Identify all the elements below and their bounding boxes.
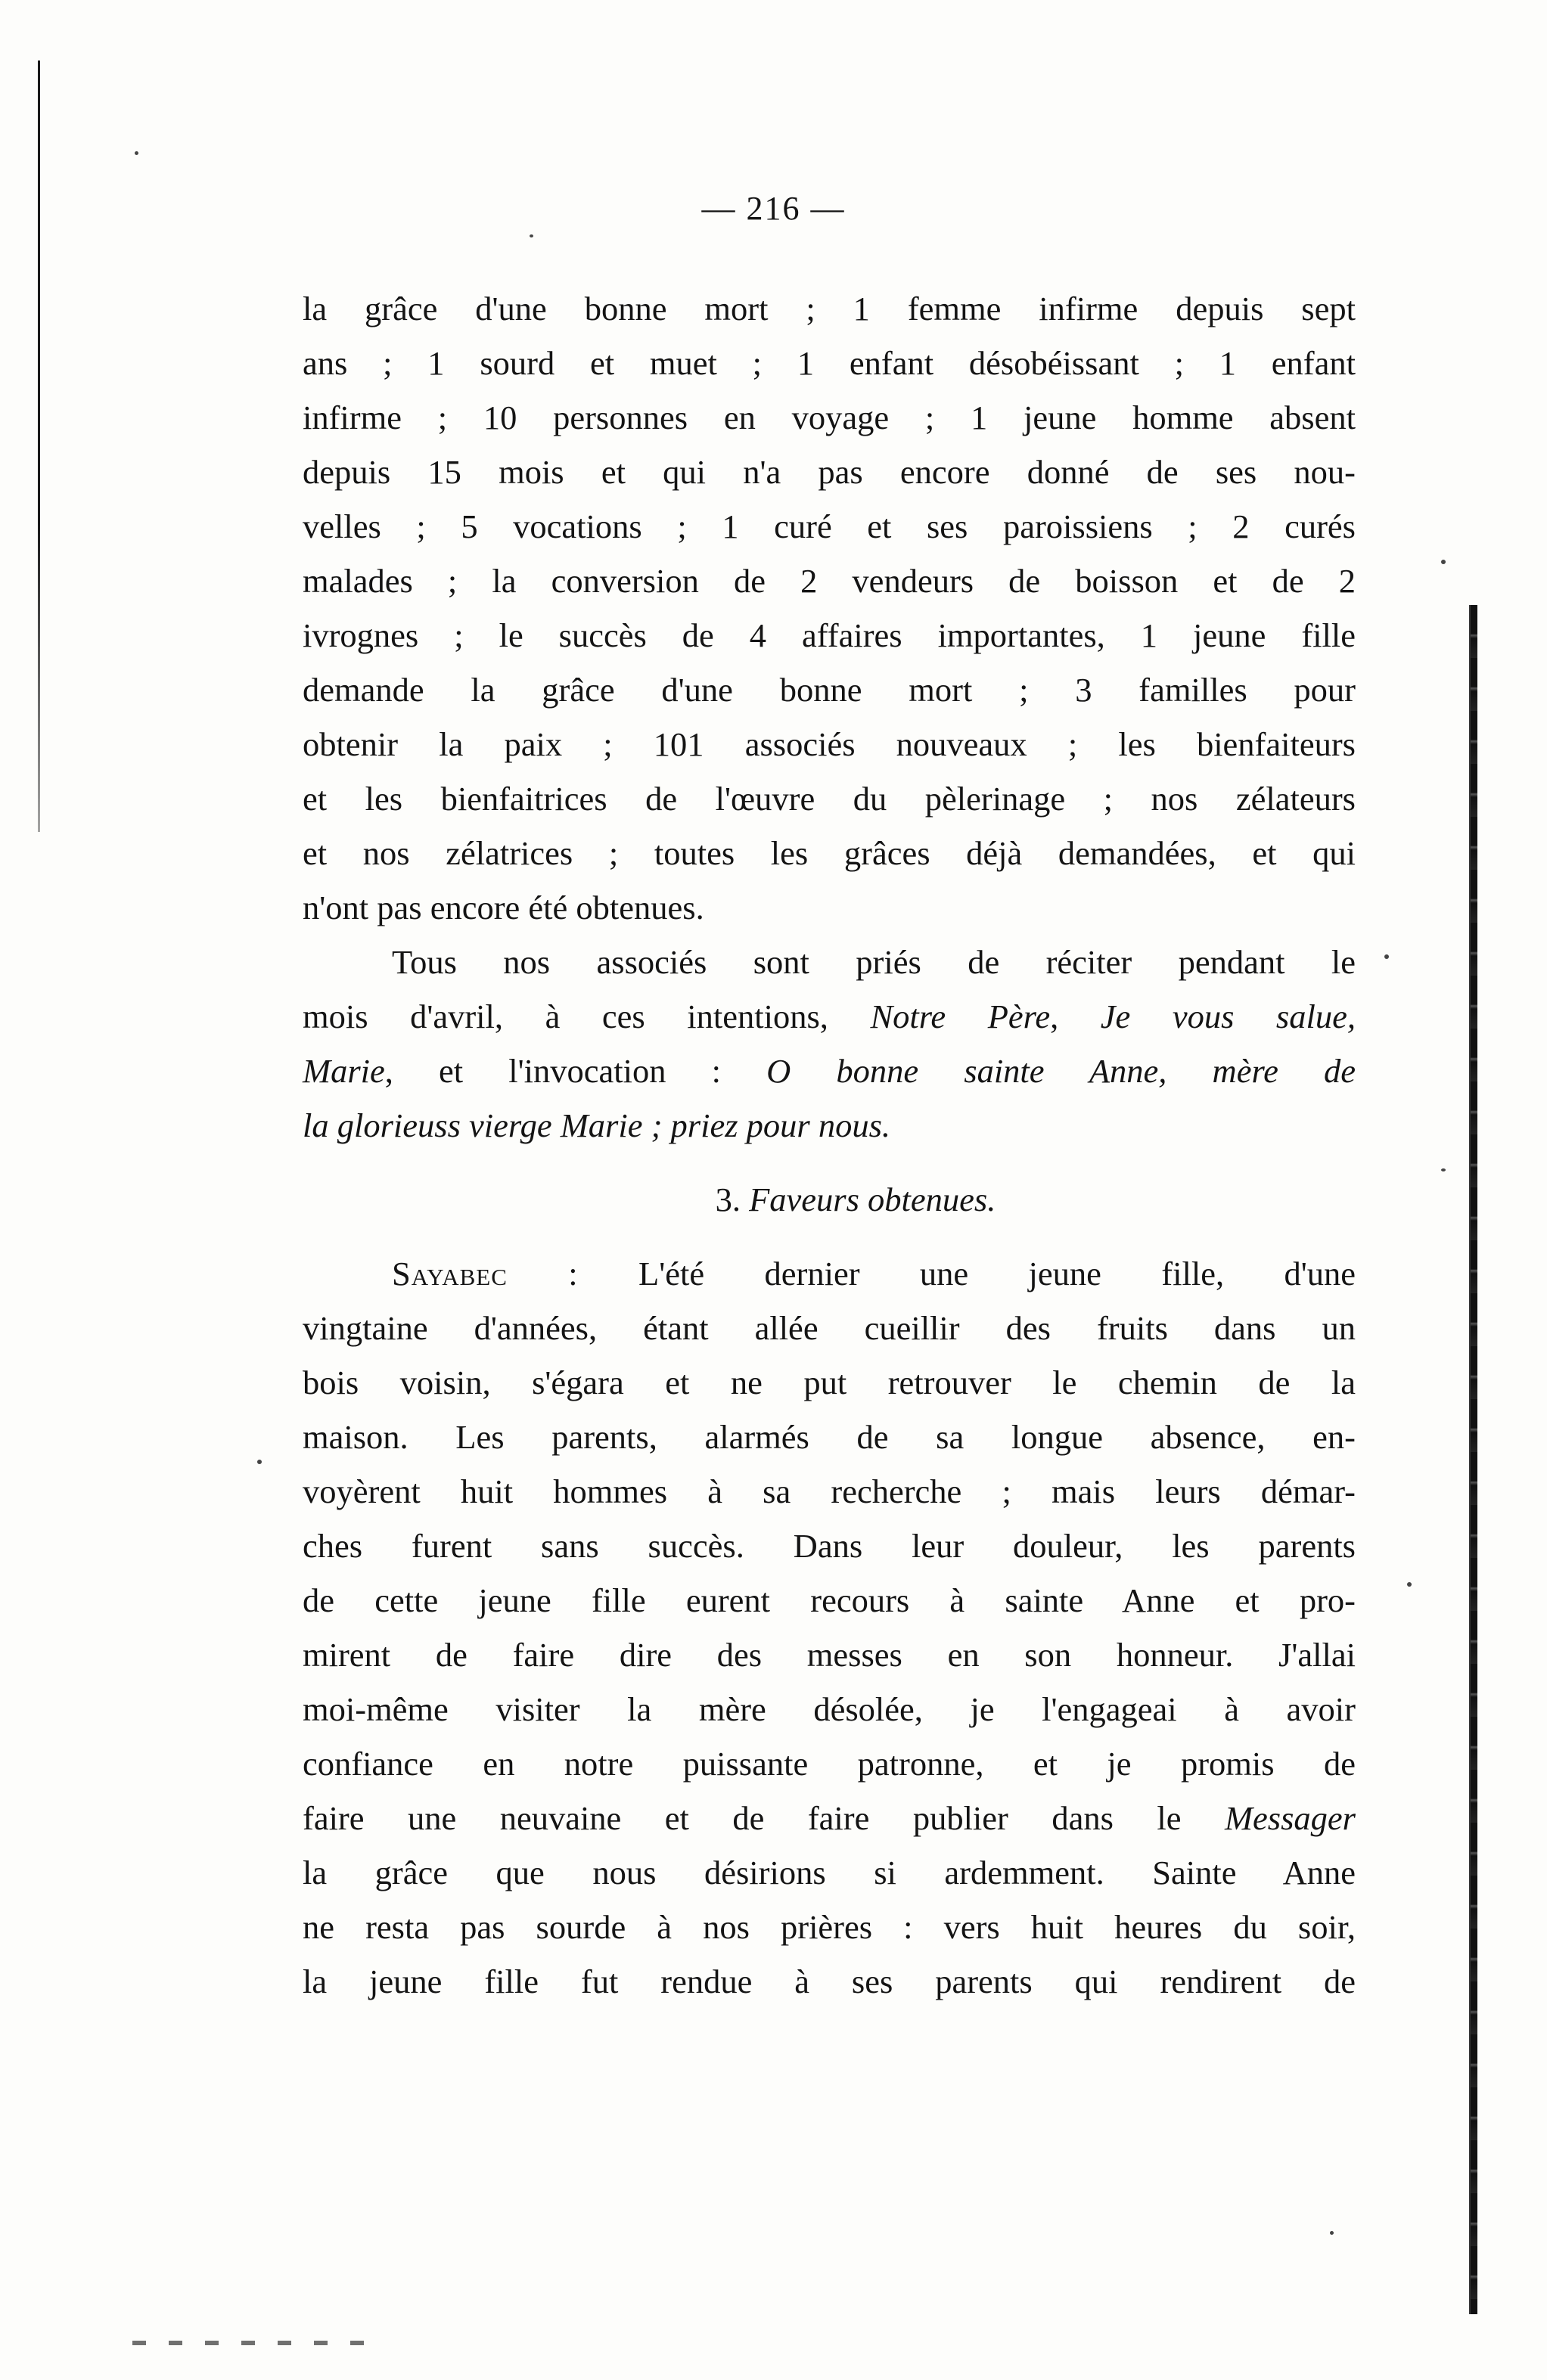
scan-edge-left: [38, 61, 40, 832]
section-number: 3.: [715, 1181, 750, 1218]
text-line: Tous nos associés sont priés de réciter pendant le: [392, 943, 1356, 981]
text-line: ches furent sans succès. Dans leur douleur, les parents: [303, 1527, 1356, 1565]
scan-speck: [530, 234, 533, 237]
text-line: Marie, et l'invocation : O bonne sainte Anne, mère de: [303, 1052, 1356, 1090]
scan-speck: [257, 1460, 262, 1464]
text-line: Sayabec : L'été dernier une jeune fille, d'une: [392, 1255, 1356, 1292]
text-line: [303, 1098, 1356, 1153]
text-line: malades ; la conversion de 2 vendeurs de boisson et de 2: [303, 562, 1356, 600]
text-line: et les bienfaitrices de l'œuvre du pèlerinage ; nos zélateurs: [303, 780, 1356, 818]
text-line: faire une neuvaine et de faire publier dans le Messager: [303, 1799, 1356, 1837]
prayer-title: Notre Père: [870, 998, 1051, 1035]
scan-speck: [1407, 1582, 1412, 1587]
text-line: voyèrent huit hommes à sa recherche ; mais leurs démar-: [303, 1472, 1356, 1510]
scan-speck: [1441, 1168, 1446, 1171]
page-number: — 216 —: [701, 190, 846, 227]
text-line: n'ont pas encore été obtenues.: [303, 889, 704, 926]
text-line: bois voisin, s'égara et ne put retrouver le chemin de la: [303, 1364, 1356, 1401]
text-line: infirme ; 10 personnes en voyage ; 1 jeune homme absent: [303, 399, 1356, 436]
scan-speck: [135, 151, 138, 155]
text-line: confiance en notre puissante patronne, et je promis de: [303, 1745, 1356, 1783]
scan-speck: [1330, 2231, 1334, 2235]
text-line: la grâce que nous désirions si ardemment. Sainte Anne: [303, 1854, 1356, 1891]
text-line: ans ; 1 sourd et muet ; 1 enfant désobéissant ; 1 enfant: [303, 344, 1356, 382]
prayer-title: Je vous salue,: [1100, 998, 1356, 1035]
text-line: vingtaine d'années, étant allée cueillir des fruits dans un: [303, 1309, 1356, 1347]
text-line: velles ; 5 vocations ; 1 curé et ses paroissiens ; 2 curés: [303, 507, 1356, 545]
text-line: et nos zélatrices ; toutes les grâces déjà demandées, et qui: [303, 834, 1356, 872]
text-line: maison. Les parents, alarmés de sa longue absence, en-: [303, 1418, 1356, 1456]
text-line: moi-même visiter la mère désolée, je l'engageai à avoir: [303, 1690, 1356, 1728]
text-line: mois d'avril, à ces intentions, Notre Père, Je vous salue,: [303, 998, 1356, 1035]
section-title: Faveurs obtenues.: [749, 1181, 996, 1218]
scan-speck: [1441, 560, 1446, 564]
invocation-text: O bonne sainte Anne, mère de: [766, 1052, 1356, 1090]
body-text: [303, 281, 1356, 2009]
text-line: la jeune fille fut rendue à ses parents qui rendirent de: [303, 1963, 1356, 2000]
text-line: la grâce d'une bonne mort ; 1 femme infirme depuis sept: [303, 290, 1356, 327]
invocation-text: la glorieuss vierge Marie ; priez pour nous.: [303, 1106, 891, 1144]
scan-speck: [1384, 954, 1389, 959]
section-spacer: [303, 1153, 1356, 1172]
text-line: ne resta pas sourde à nos prières : vers huit heures du soir,: [303, 1908, 1356, 1946]
scan-smudge: [132, 2341, 374, 2345]
text-line: demande la grâce d'une bonne mort ; 3 familles pour: [303, 671, 1356, 709]
section-heading: [303, 1172, 1356, 1227]
place-name: Sayabec :: [392, 1255, 579, 1292]
text-line: ivrognes ; le succès de 4 affaires importantes, 1 jeune fille: [303, 616, 1356, 654]
text-line: de cette jeune fille eurent recours à sainte Anne et pro-: [303, 1581, 1356, 1619]
text-line: obtenir la paix ; 101 associés nouveaux ; les bienfaiteurs: [303, 725, 1356, 763]
scan-edge-right: [1469, 605, 1477, 2314]
prayer-title: Marie: [303, 1052, 385, 1090]
section-spacer: [303, 1227, 1356, 1246]
text-line: depuis 15 mois et qui n'a pas encore donné de ses nou-: [303, 453, 1356, 491]
text-line: mirent de faire dire des messes en son honneur. J'allai: [303, 1636, 1356, 1674]
publication-title: Messager: [1224, 1799, 1356, 1837]
